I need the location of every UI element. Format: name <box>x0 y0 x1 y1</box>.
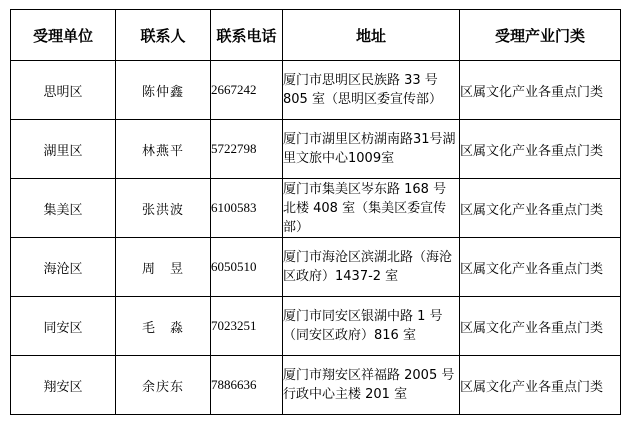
cell-address: 厦门市思明区民族路 33 号 805 室（思明区委宣传部） <box>283 61 460 120</box>
cell-category: 区属文化产业各重点门类 <box>460 179 621 238</box>
cell-category: 区属文化产业各重点门类 <box>460 61 621 120</box>
cell-unit: 翔安区 <box>11 356 116 415</box>
cell-phone: 6100583 <box>211 179 283 238</box>
cell-address: 厦门市海沧区滨湖北路（海沧区政府）1437-2 室 <box>283 238 460 297</box>
cell-category: 区属文化产业各重点门类 <box>460 356 621 415</box>
cell-phone: 6050510 <box>211 238 283 297</box>
cell-contact: 毛 淼 <box>116 297 211 356</box>
cell-contact: 陈仲鑫 <box>116 61 211 120</box>
table-row <box>11 120 621 179</box>
cell-address: 厦门市集美区岑东路 168 号北楼 408 室（集美区委宣传部） <box>283 179 460 238</box>
cell-contact: 余庆东 <box>116 356 211 415</box>
contacts-table <box>10 9 621 415</box>
table-body <box>11 61 621 415</box>
cell-address: 厦门市同安区银湖中路 1 号（同安区政府）816 室 <box>283 297 460 356</box>
table-row <box>11 238 621 297</box>
cell-unit: 湖里区 <box>11 120 116 179</box>
table-row <box>11 356 621 415</box>
cell-address: 厦门市翔安区祥福路 2005 号行政中心主楼 201 室 <box>283 356 460 415</box>
header-category: 受理产业门类 <box>460 10 621 61</box>
table-row <box>11 297 621 356</box>
table-row <box>11 61 621 120</box>
cell-unit: 同安区 <box>11 297 116 356</box>
cell-phone: 5722798 <box>211 120 283 179</box>
cell-phone: 7023251 <box>211 297 283 356</box>
cell-phone: 7886636 <box>211 356 283 415</box>
cell-contact: 周 昱 <box>116 238 211 297</box>
table-header <box>11 10 621 61</box>
table-row <box>11 179 621 238</box>
cell-unit: 思明区 <box>11 61 116 120</box>
cell-address: 厦门市湖里区枋湖南路31号湖里文旅中心1009室 <box>283 120 460 179</box>
header-row <box>11 10 621 61</box>
cell-contact: 张洪波 <box>116 179 211 238</box>
cell-category: 区属文化产业各重点门类 <box>460 238 621 297</box>
header-contact: 联系人 <box>116 10 211 61</box>
header-phone: 联系电话 <box>211 10 283 61</box>
cell-contact: 林燕平 <box>116 120 211 179</box>
cell-category: 区属文化产业各重点门类 <box>460 297 621 356</box>
cell-category: 区属文化产业各重点门类 <box>460 120 621 179</box>
cell-phone: 2667242 <box>211 61 283 120</box>
cell-unit: 集美区 <box>11 179 116 238</box>
header-unit: 受理单位 <box>11 10 116 61</box>
cell-unit: 海沧区 <box>11 238 116 297</box>
header-address: 地址 <box>283 10 460 61</box>
